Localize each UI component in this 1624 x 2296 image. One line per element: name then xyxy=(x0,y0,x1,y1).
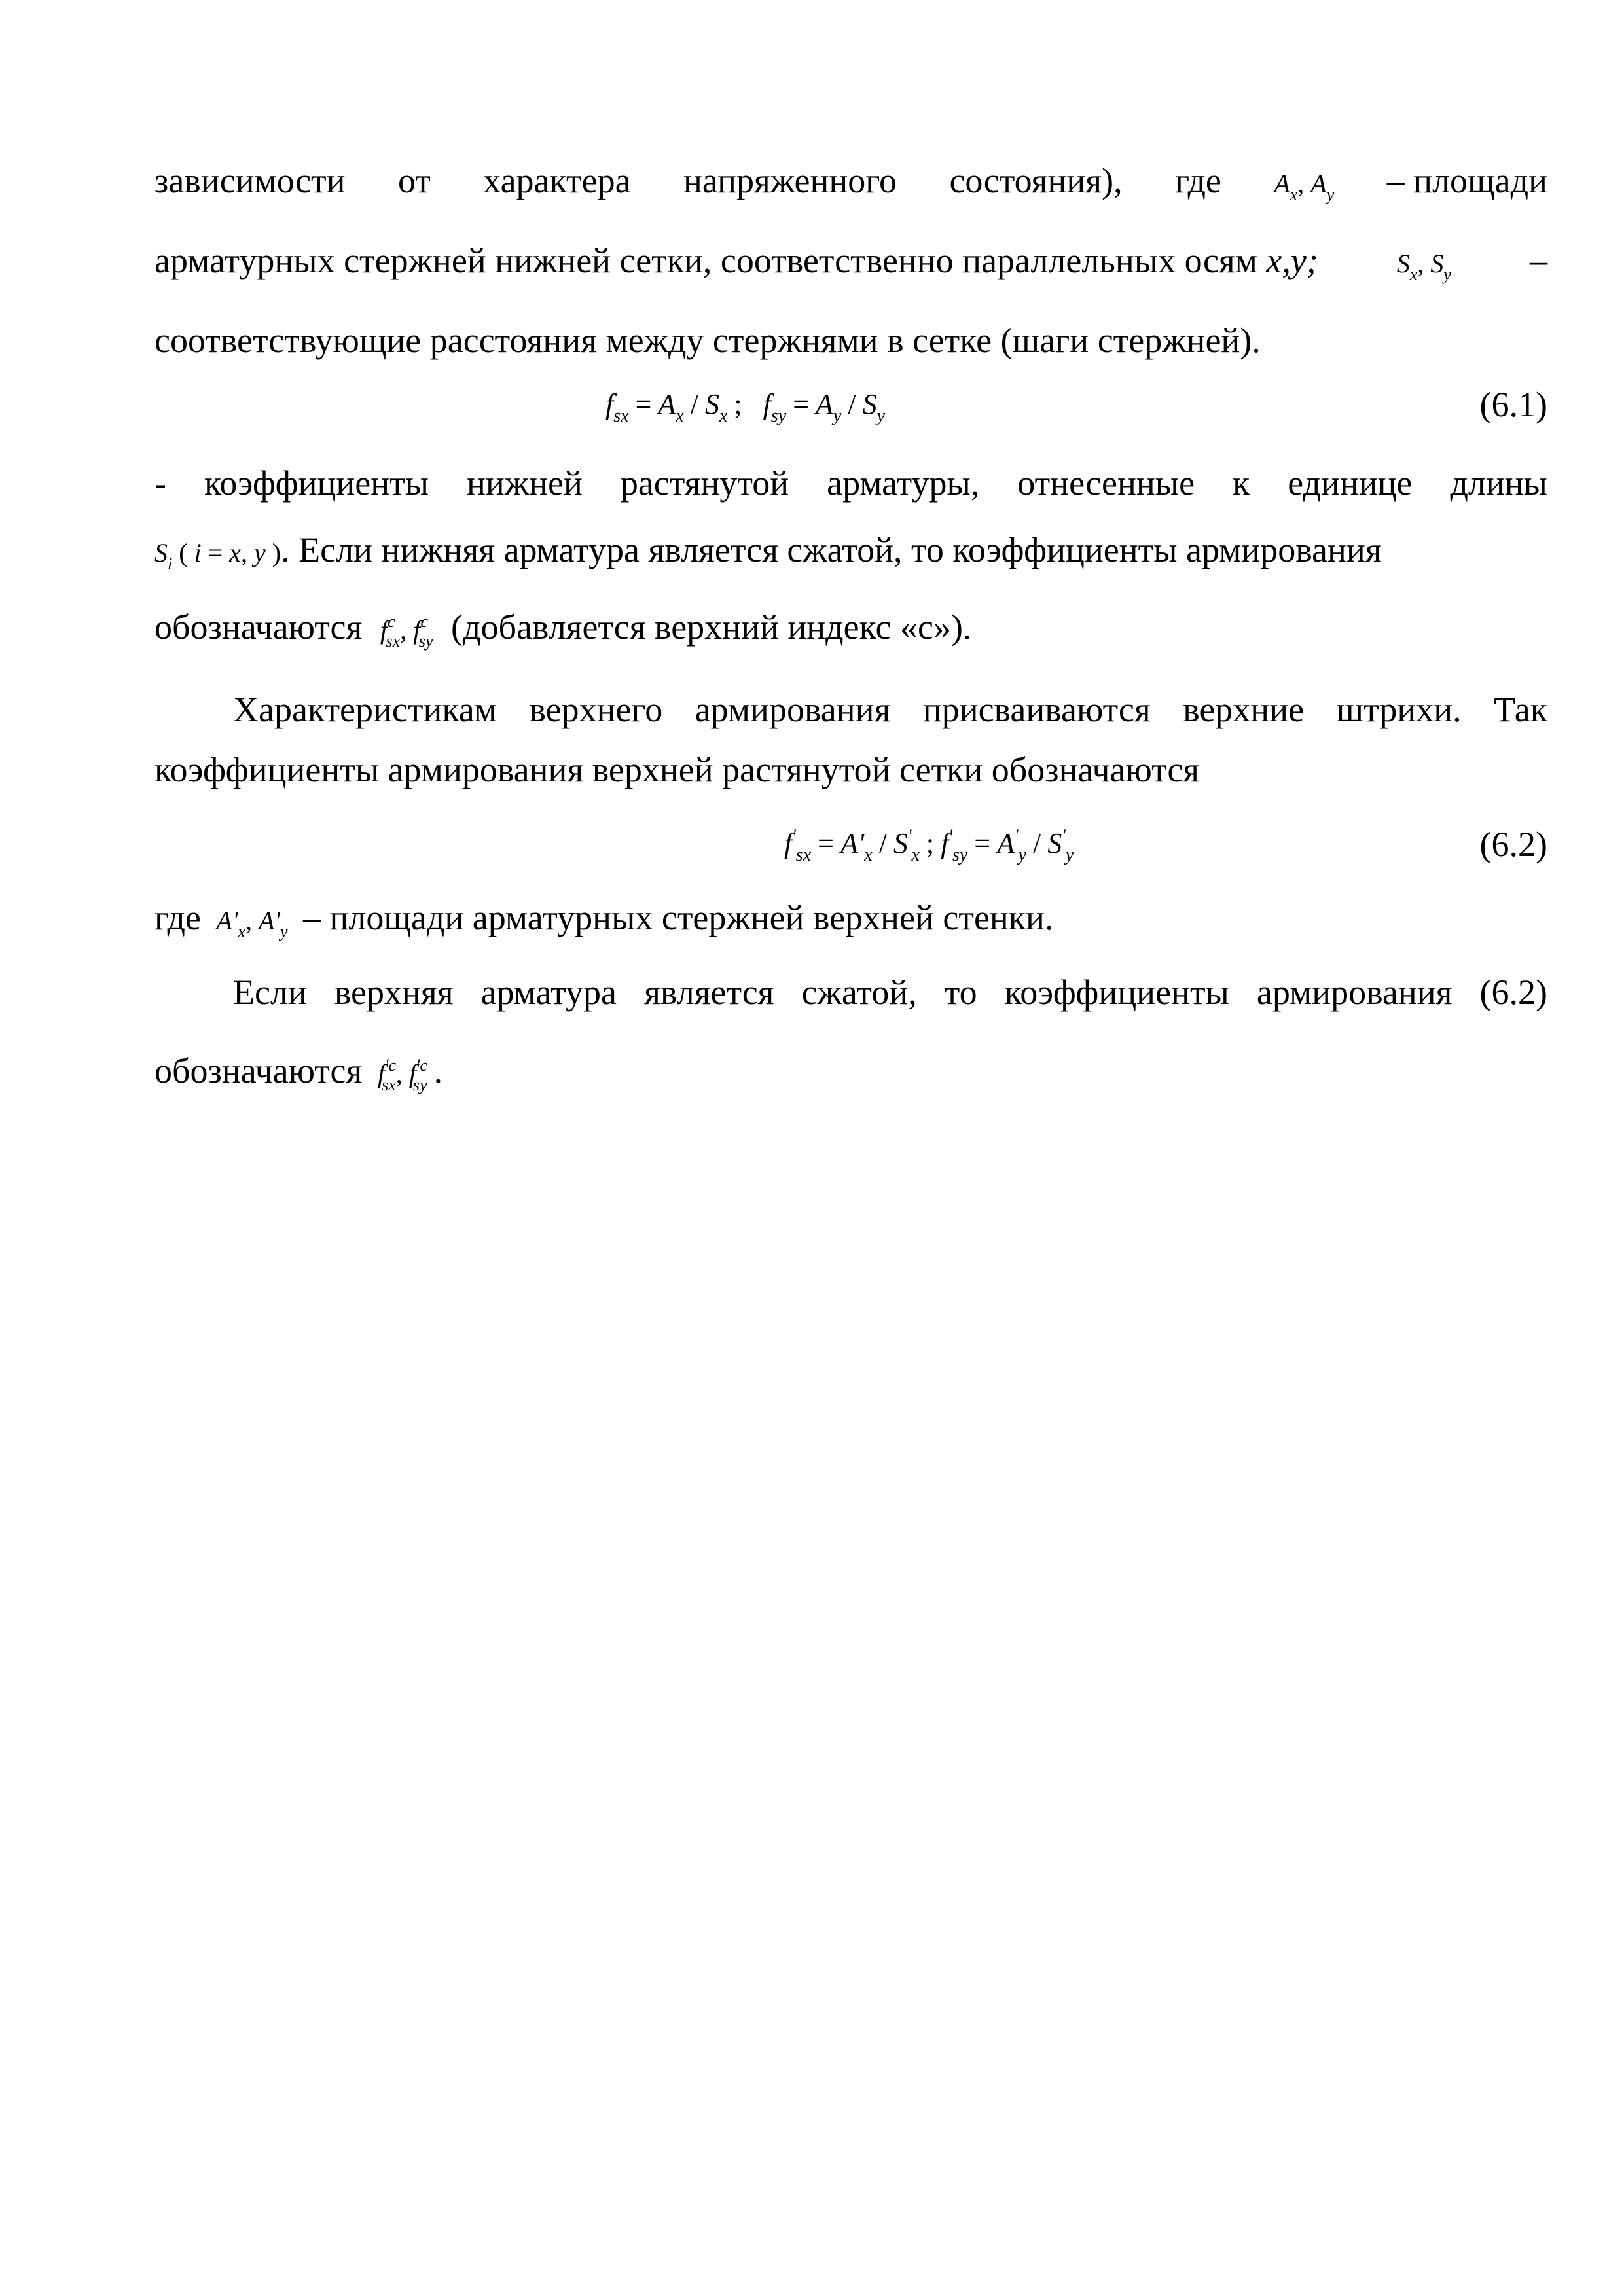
paragraph-4 xyxy=(154,897,1547,953)
equation-number: (6.2) xyxy=(1479,825,1547,864)
word: Так xyxy=(1494,690,1547,729)
word: сжатой, xyxy=(801,973,917,1012)
formula-sx-sy: $S_x$, $S_y$ xyxy=(1396,249,1451,284)
formula-ax-ay: $A_x$, $A_y$ xyxy=(1274,169,1335,204)
word: единице xyxy=(1288,463,1413,503)
line-suffix: (добавляется верхний индекс «с»). xyxy=(451,607,972,647)
paragraph-5-line-1 xyxy=(233,971,1547,1013)
word: к xyxy=(1233,463,1250,503)
paragraph-1-line-3: соответствующие расстояния между стержнями в сетке (шаги стержней). xyxy=(154,321,1261,360)
line-prefix: обозначаются xyxy=(154,1051,363,1090)
paragraph-1-line-2 xyxy=(154,240,1547,296)
word: растянутой xyxy=(620,463,789,503)
word: зависимости xyxy=(154,161,346,200)
word: коэффициенты xyxy=(1004,973,1229,1012)
axes-label: x,y; xyxy=(1266,241,1318,280)
line-tail: – площади xyxy=(1386,161,1547,200)
word: характера xyxy=(483,161,631,200)
word: штрихи. xyxy=(1336,690,1462,729)
line-text: . Если нижняя арматура является сжатой, то коэффициенты армирования xyxy=(281,530,1382,569)
line-tail: – xyxy=(1530,241,1547,280)
word: арматура xyxy=(480,973,617,1012)
paragraph-3-line-2: коэффициенты армирования верхней растянутой сетки обозначаются xyxy=(154,750,1200,789)
line-text xyxy=(154,240,1318,281)
line-suffix: – площади арматурных стержней верхней стенки. xyxy=(303,898,1054,937)
word: от xyxy=(397,161,431,200)
word: верхняя xyxy=(334,973,454,1012)
word: армирования xyxy=(1256,973,1453,1012)
paragraph-5-line-2 xyxy=(154,1045,1547,1106)
word: арматуры, xyxy=(827,463,980,503)
equation-6-2: $f'_{sx} = A'_x / S'_x$ ; $f'_{sy} = A'_y / S'_y$ xyxy=(784,826,1074,865)
line-text-main: арматурных стержней нижней сетки, соответственно параллельных осям xyxy=(154,241,1257,280)
formula-ax-ay-prime: $A'_x$, $A'_y$ xyxy=(216,906,288,941)
equation-number: (6.1) xyxy=(1479,385,1547,424)
word: состояния), xyxy=(949,161,1123,200)
paragraph-2-line-3 xyxy=(154,601,1547,662)
paragraph-2-line-1 xyxy=(154,462,1547,504)
word: Если xyxy=(233,973,307,1012)
line-prefix: обозначаются xyxy=(154,607,363,647)
word: - xyxy=(154,463,166,503)
paragraph-2-line-2 xyxy=(154,529,1547,585)
word: отнесенные xyxy=(1017,463,1195,503)
formula-si: $S_i$ ( i = x, y ) xyxy=(154,538,281,573)
paragraph-1-line-1 xyxy=(154,160,1547,216)
word: присваиваются xyxy=(922,690,1151,729)
word: напряженного xyxy=(683,161,897,200)
word: (6.2) xyxy=(1479,973,1547,1012)
word: является xyxy=(644,973,774,1012)
word: Характеристикам xyxy=(233,690,497,729)
word: где xyxy=(1174,161,1221,200)
word: армирования xyxy=(695,690,891,729)
formula-fsx-fsy-c: $f^c_{sx}$, $f^c_{sy}$ xyxy=(380,612,433,651)
line-suffix: . xyxy=(433,1051,443,1090)
paragraph-3-line-1 xyxy=(233,689,1547,730)
line-prefix: где xyxy=(154,898,201,937)
word: то xyxy=(944,973,977,1012)
equation-6-1: $f_{sx} = A_x / S_x$ ; $f_{sy} = A_y / S_y$ xyxy=(605,388,886,426)
word: нижней xyxy=(467,463,583,503)
formula-fsx-fsy-prime-c: $f^{'c}_{sx}$, $f^{'c}_{sy}$ xyxy=(377,1056,427,1094)
word: верхнего xyxy=(529,690,663,729)
word: длины xyxy=(1450,463,1547,503)
word: верхние xyxy=(1183,690,1305,729)
word: коэффициенты xyxy=(204,463,429,503)
